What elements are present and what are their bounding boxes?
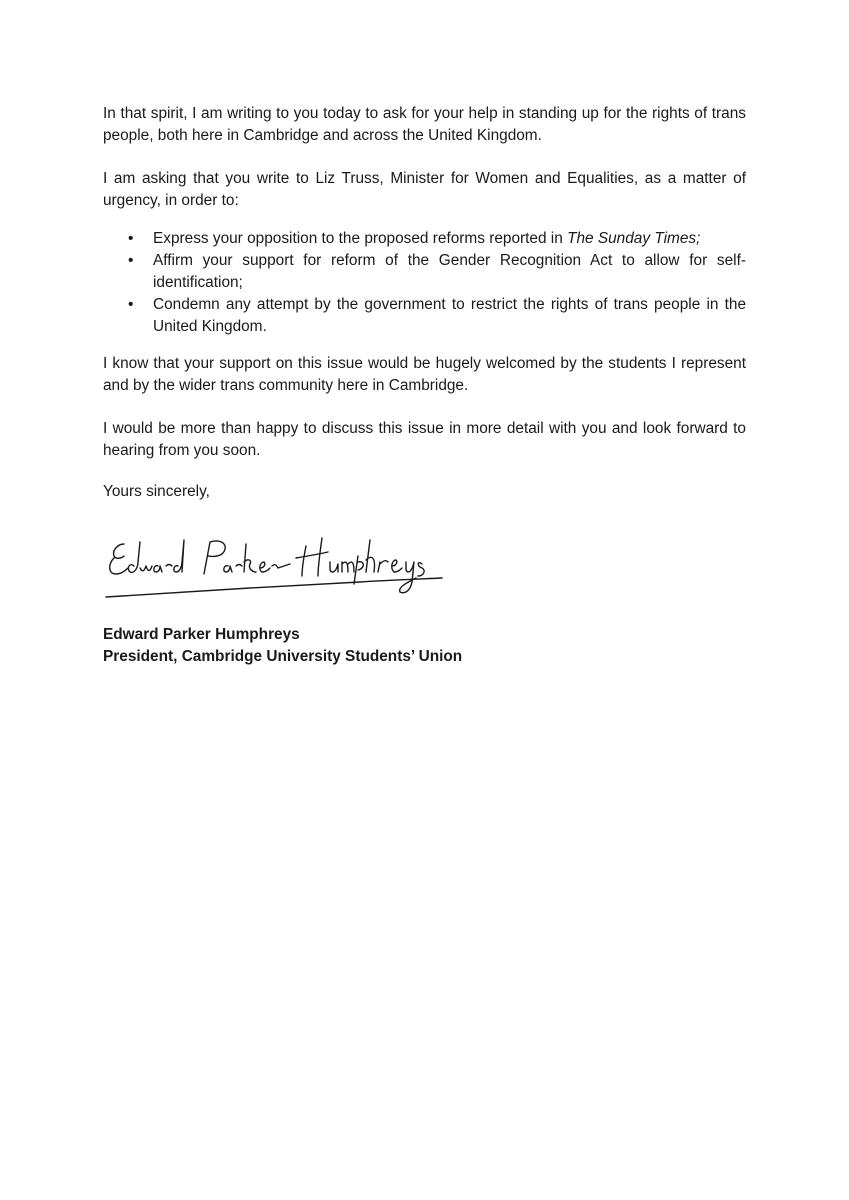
signatory-title: President, Cambridge University Students’ Union [103,648,463,665]
signatory-block [103,624,462,668]
list-item [103,250,746,294]
bullet-icon: • [128,252,134,269]
publication-title: The Sunday Times; [567,230,701,247]
list-item-text: Condemn any attempt by the government to restrict the rights of trans people in the United Kingdom. [153,296,746,335]
list-item-text: Express your opposition to the proposed reforms reported in [153,230,568,247]
bullet-icon: • [128,230,134,247]
bullet-icon: • [128,296,134,313]
list-item [103,294,746,338]
list-item [103,228,746,250]
list-item-text: Affirm your support for reform of the Gender Recognition Act to allow for self-identification; [153,252,746,291]
closing: Yours sincerely, [103,483,210,500]
paragraph-followup: I would be more than happy to discuss this issue in more detail with you and look forward to hearing from you soon. [103,420,746,459]
paragraph-intro: In that spirit, I am writing to you today to ask for your help in standing up for the rights of trans people, both here in Cambridge and across the United Kingdom. [103,105,746,144]
paragraph-support: I know that your support on this issue would be hugely welcomed by the students I represent and by the wider trans community here in Cambridge. [103,355,746,394]
handwritten-signature [100,522,445,607]
paragraph-request: I am asking that you write to Liz Truss, Minister for Women and Equalities, as a matter of urgency, in order to: [103,170,746,209]
request-list [103,228,746,338]
signatory-name: Edward Parker Humphreys [103,626,300,643]
